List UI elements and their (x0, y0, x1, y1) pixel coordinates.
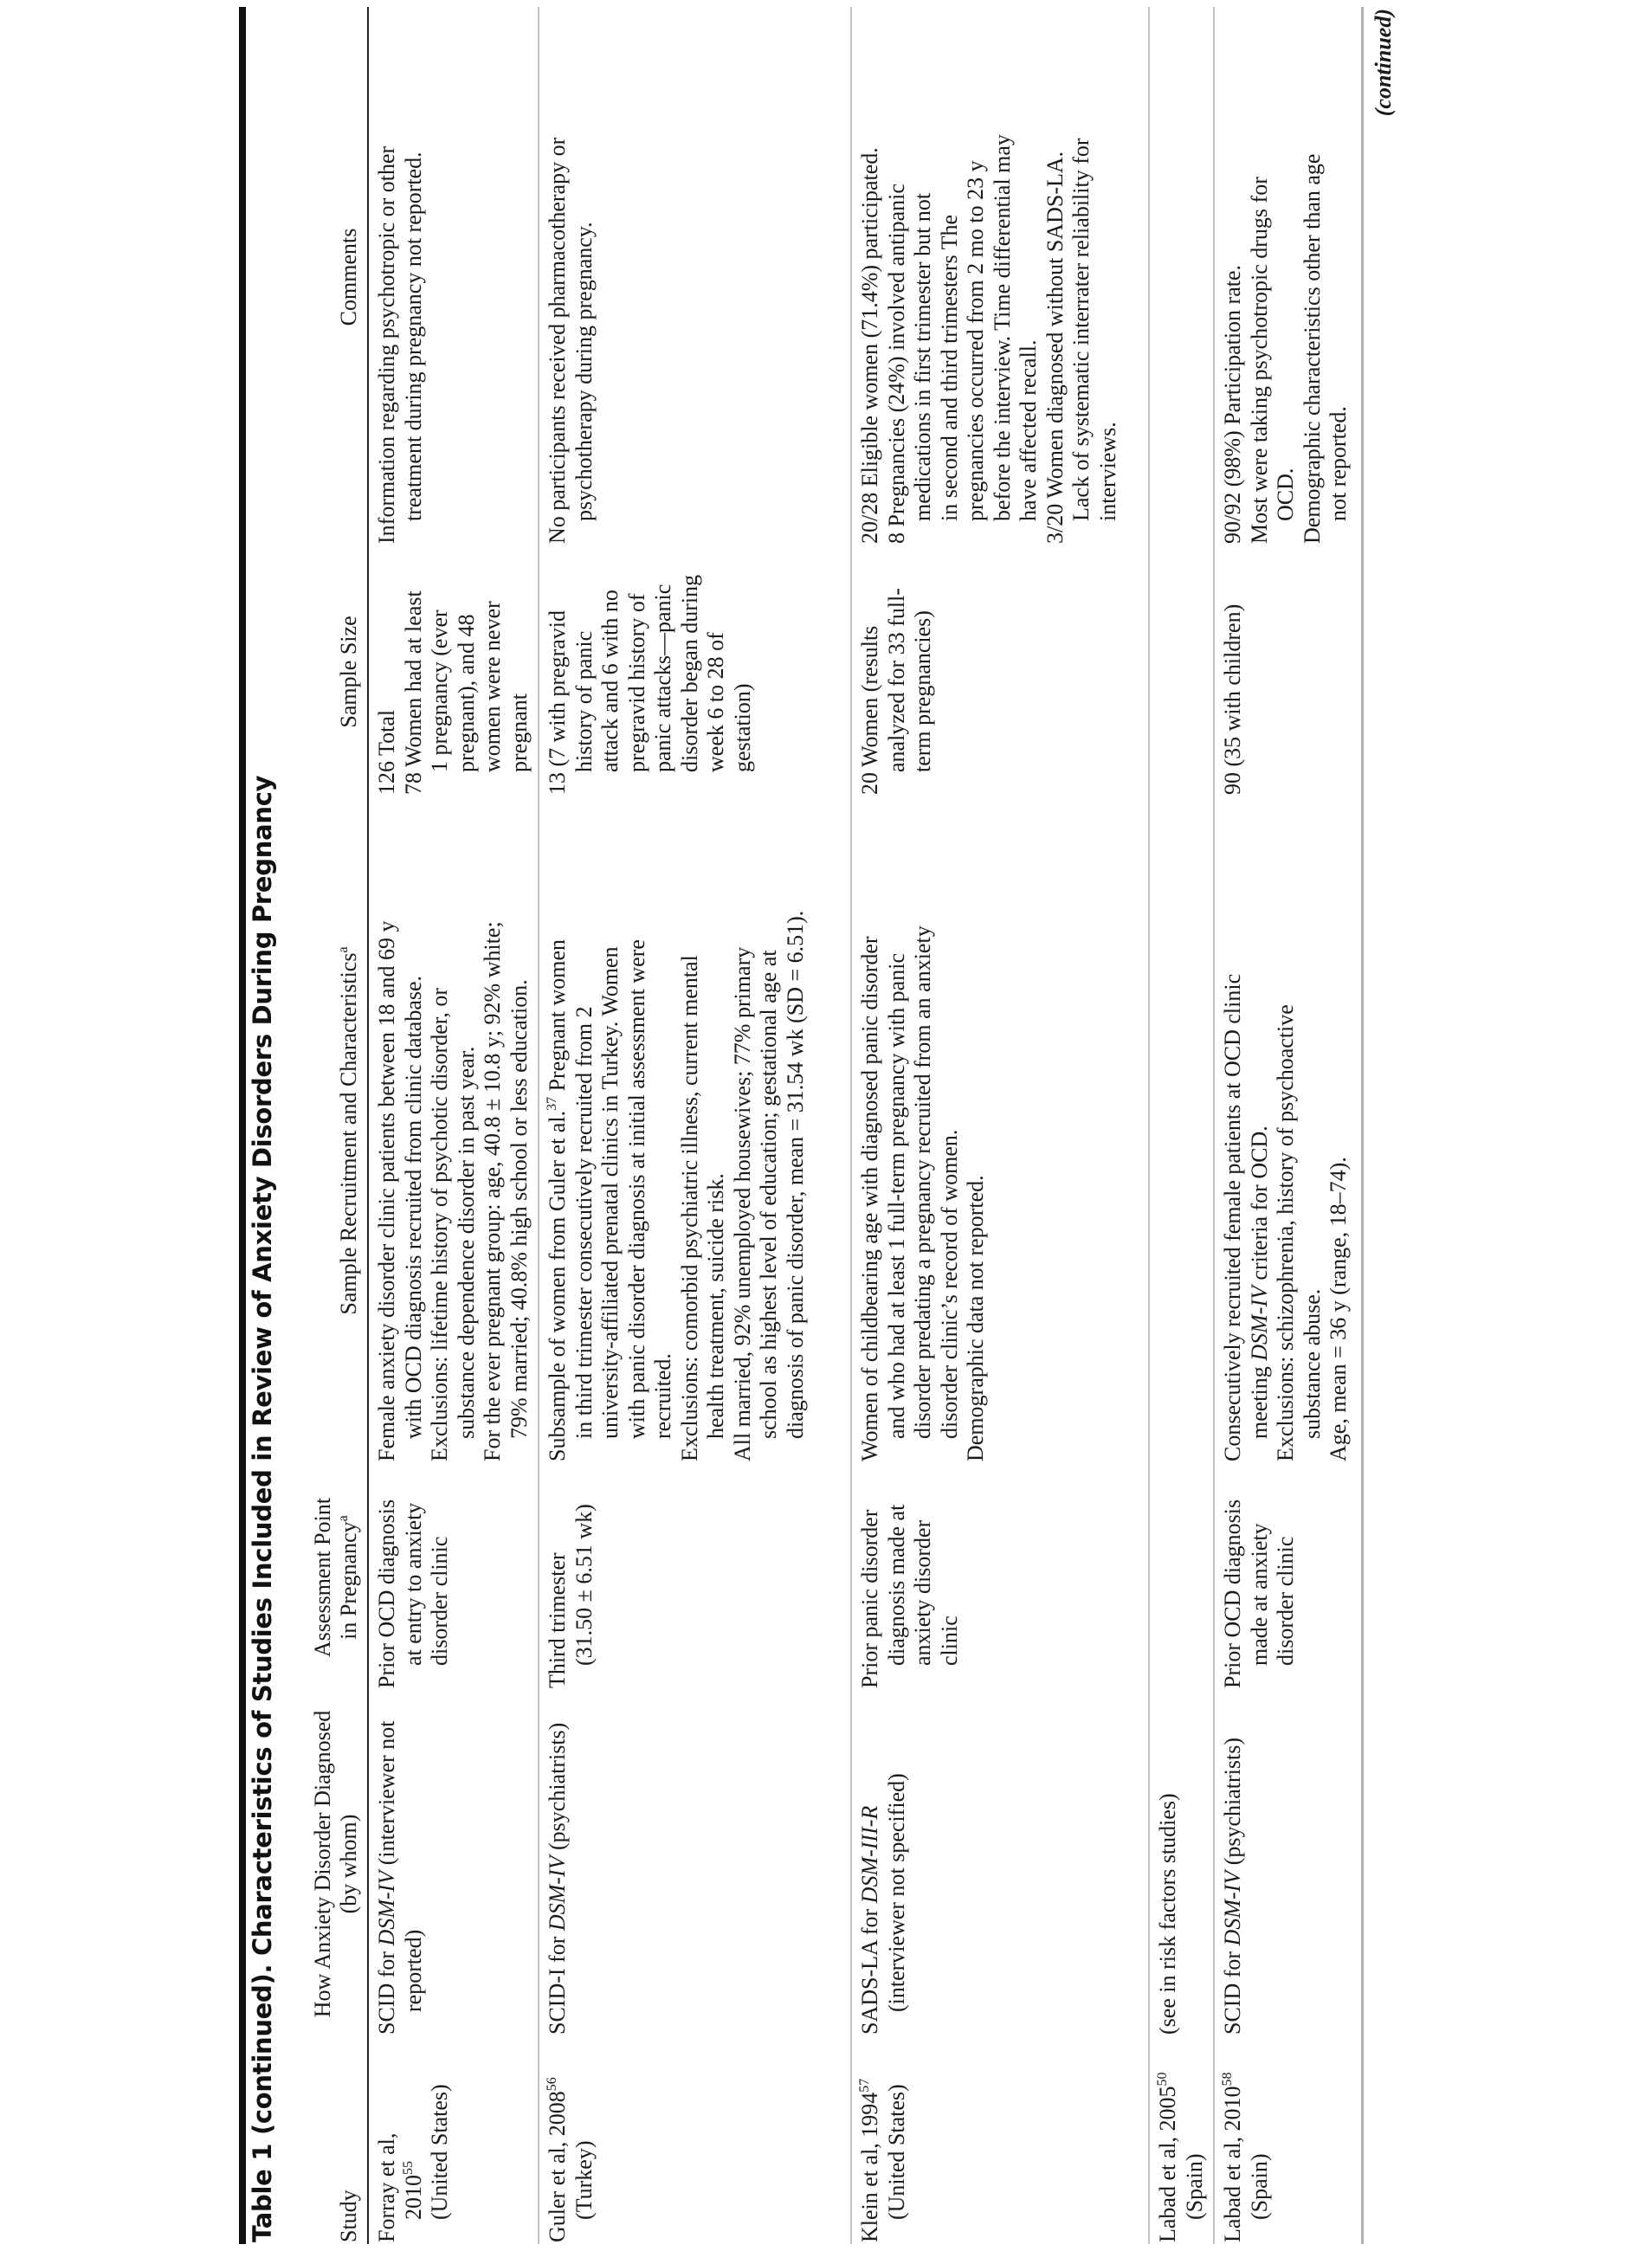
cell-paragraph (1220, 1472, 1300, 1688)
cell-line (571, 2045, 598, 2242)
cell-text: (see in risk factors studies) (1155, 1793, 1180, 2035)
cell-paragraph (1220, 1699, 1247, 2035)
cell-line (884, 1472, 911, 1688)
cell-text: pregnancies occurred from 2 mo to 23 y (963, 160, 988, 521)
cell-text: recruited. (650, 1353, 675, 1439)
cell-paragraph (1247, 16, 1300, 544)
cell-line (545, 805, 571, 1461)
cell-line (730, 554, 757, 795)
cell-line (571, 16, 598, 544)
assessment-cell (374, 1463, 532, 1690)
cell-line (650, 554, 677, 795)
cell-line (427, 805, 454, 1461)
cell-line (1220, 805, 1247, 1461)
cell-text: history of panic (571, 630, 597, 772)
cell-text: Most were taking psychotropic drugs for (1246, 177, 1272, 544)
how-cell (1155, 1690, 1208, 2036)
assessment-cell (1220, 1463, 1356, 1690)
cell-text: SCID for (1220, 1945, 1245, 2035)
cell-text: Forray et al, (374, 2132, 399, 2242)
header-assessment (286, 1463, 367, 1690)
cell-line (937, 1472, 964, 1688)
cell-text: Consecutively recruited female patients at OCD clinic (1220, 973, 1245, 1461)
cell-line (545, 2045, 571, 2242)
cell-paragraph (1155, 2045, 1208, 2242)
cell-text: disorder predating a pregnancy recruited from an anxiety (910, 926, 935, 1439)
cell-text: SCID-I for (545, 1931, 570, 2035)
cell-text: with panic disorder diagnosis at initial assessment were (623, 939, 649, 1439)
cell-text: Demographic data not reported. (963, 1175, 988, 1461)
cell-line (857, 805, 884, 1461)
cell-text: criteria for OCD. (1246, 1126, 1272, 1287)
cell-text: week 6 to 28 of (703, 632, 728, 772)
cell-paragraph (374, 16, 427, 544)
cell-line (374, 16, 401, 544)
cell-line (884, 554, 911, 795)
cell-text: disorder clinic’s record of women. (936, 1129, 962, 1439)
cell-line (910, 1472, 937, 1688)
cell-line (1300, 16, 1326, 544)
cell-line (756, 805, 783, 1461)
cell-text: Third trimester (545, 1552, 570, 1688)
cell-paragraph (374, 2045, 454, 2242)
table-row (1215, 7, 1364, 2244)
header-sample-size (286, 545, 367, 797)
cell-paragraph (545, 1472, 597, 1688)
cell-line (677, 554, 704, 795)
cell-line (730, 805, 757, 1461)
header-recruitment-text: Sample Recruitment and Characteristics (336, 952, 361, 1315)
reference-superscript: 58 (1220, 2072, 1235, 2087)
cell-line (1326, 805, 1352, 1461)
comments-cell (545, 7, 845, 545)
cell-text: disorder clinic (427, 1536, 452, 1666)
cell-paragraph (401, 554, 533, 795)
cell-line (1273, 1472, 1300, 1688)
cell-line (884, 1699, 911, 2035)
continued-label: (continued) (1371, 9, 1396, 117)
cell-line (480, 805, 507, 1461)
cell-line (374, 554, 401, 795)
table-header (286, 7, 369, 2244)
cell-line (374, 1472, 401, 1688)
cell-line (545, 1472, 571, 1688)
cell-line (857, 554, 884, 795)
cell-line (427, 2045, 454, 2242)
cell-line (884, 2045, 911, 2242)
cell-text: medications in first trimester but not (910, 192, 935, 521)
size-cell (1220, 545, 1356, 797)
cell-line (1326, 16, 1352, 544)
comments-cell (857, 7, 1143, 545)
table-row (369, 7, 539, 2244)
cell-line (1247, 1472, 1274, 1688)
cell-line (857, 16, 884, 544)
cell-text: pregnant (506, 693, 532, 772)
cell-line (1247, 2045, 1274, 2242)
cell-line (401, 2045, 428, 2242)
cell-text: Subsample of women from Guler et al. (545, 1110, 570, 1461)
cell-text: and who had at least 1 full-term pregnancy with panic (883, 953, 909, 1439)
cell-line (401, 16, 428, 544)
cell-text: reported) (400, 1929, 426, 2012)
table-title: Table 1 (continued). Characteristics of Studies Included in Review of Anxiety Disorders During Pregnancy (248, 775, 277, 2242)
cell-text: (interviewer not (374, 1720, 399, 1871)
cell-paragraph (857, 1472, 963, 1688)
cell-paragraph (730, 805, 810, 1461)
cell-text: diagnosis made at (883, 1504, 909, 1666)
header-study-label: Study (336, 2190, 361, 2242)
recruitment-cell (1220, 797, 1356, 1463)
reference-superscript: 56 (545, 2077, 559, 2092)
cell-text: (psychiatrists) (545, 1722, 570, 1856)
cell-text: (31.50 ± 6.51 wk) (571, 1504, 597, 1666)
cell-line (963, 16, 990, 544)
header-assessment-line1: Assessment Point (310, 1497, 335, 1658)
cell-text: 20 Women (results (857, 625, 882, 795)
header-recruitment-line (336, 800, 362, 1461)
cell-text: Pregnant women (545, 938, 570, 1097)
header-comments (286, 7, 367, 545)
header-assessment-line2 (336, 1467, 362, 1688)
size-cell (857, 545, 1143, 797)
cell-line (1220, 2045, 1247, 2242)
cell-paragraph (1220, 2045, 1273, 2242)
cell-text: (Turkey) (571, 2140, 597, 2220)
cell-line (963, 805, 990, 1461)
cell-text-italic: DSM-IV (545, 1855, 570, 1932)
table-body-wrapper (369, 7, 1397, 2244)
comments-cell (1220, 7, 1356, 545)
cell-line (624, 554, 651, 795)
table-row (1150, 7, 1215, 2244)
header-comments-label: Comments (336, 228, 361, 326)
cell-line (374, 2045, 401, 2242)
cell-text: 2010 (400, 2175, 426, 2220)
cell-line (1220, 1699, 1247, 2035)
cell-line (507, 554, 533, 795)
cell-text: have affected recall. (1016, 339, 1041, 521)
cell-text: Klein et al, 1994 (857, 2092, 882, 2242)
cell-text: Women of childbearing age with diagnosed panic disorder (857, 936, 882, 1461)
how-cell (545, 1690, 845, 2036)
cell-line (1220, 16, 1247, 544)
cell-line (545, 554, 571, 795)
study-cell (545, 2036, 845, 2244)
cell-paragraph (480, 805, 532, 1461)
table-row (852, 7, 1150, 2244)
assessment-cell (545, 1463, 845, 1690)
cell-text: Prior OCD diagnosis (1220, 1499, 1245, 1688)
cell-text: Labad et al, 2005 (1155, 2086, 1180, 2242)
cell-paragraph (545, 805, 677, 1461)
cell-text: attack and 6 with no (597, 590, 623, 772)
cell-paragraph (857, 2045, 910, 2242)
cell-paragraph (545, 554, 756, 795)
cell-line (1300, 805, 1326, 1461)
cell-line (401, 554, 428, 795)
cell-line (1247, 16, 1274, 544)
cell-paragraph (374, 805, 427, 1461)
cell-line (401, 1699, 428, 2035)
cell-text: psychotherapy during pregnancy. (571, 222, 597, 521)
header-size-label: Sample Size (336, 616, 361, 728)
cell-text: anxiety disorder (910, 1519, 935, 1666)
cell-line (571, 805, 598, 1461)
cell-text: 90 (35 with children) (1220, 603, 1245, 795)
cell-text: Demographic characteristics other than age (1299, 153, 1325, 544)
cell-text: 1 pregnancy (ever (427, 610, 452, 772)
cell-text: SCID for (374, 1945, 399, 2035)
cell-line (910, 805, 937, 1461)
recruitment-cell (374, 797, 532, 1463)
cell-text: pregravid history of (623, 593, 649, 772)
cell-text: 13 (7 with pregravid (545, 610, 570, 795)
cell-paragraph (857, 554, 937, 795)
cell-paragraph (1155, 1699, 1182, 2035)
cell-paragraph (963, 805, 990, 1461)
table-top-rule (239, 7, 246, 2244)
cell-line (401, 805, 428, 1461)
cell-paragraph (545, 16, 597, 544)
cell-text: disorder clinic (1273, 1536, 1298, 1666)
cell-text: For the ever pregnant group: age, 40.8 ± 10.8 y; 92% white; (480, 921, 505, 1461)
cell-text-italic: DSM-IV (374, 1870, 399, 1946)
cell-text: school as highest level of education; gestational age at (756, 950, 781, 1439)
cell-line (427, 554, 454, 795)
cell-text: (interviewer not specified) (883, 1773, 909, 2012)
cell-line (427, 1472, 454, 1688)
cell-paragraph (1326, 805, 1352, 1461)
cell-line (857, 1472, 884, 1688)
study-cell (1155, 2036, 1208, 2244)
cell-text: Exclusions: schizophrenia, history of psychoactive (1273, 1004, 1298, 1461)
cell-paragraph (545, 1699, 571, 2035)
cell-text: substance abuse. (1299, 1288, 1325, 1439)
cell-text: treatment during pregnancy not reported. (400, 152, 426, 521)
cell-text: women were never (480, 601, 505, 772)
cell-paragraph (374, 554, 401, 795)
cell-line (545, 16, 571, 544)
cell-line (884, 805, 911, 1461)
cell-text: Guler et al, 2008 (545, 2091, 570, 2242)
header-study (286, 2036, 367, 2244)
how-cell (857, 1690, 1143, 2036)
cell-paragraph (857, 1699, 910, 2035)
cell-line (1042, 16, 1069, 544)
cell-text: 79% married; 40.8% high school or less education. (506, 979, 532, 1439)
cell-line (677, 805, 704, 1461)
cell-line (454, 805, 481, 1461)
cell-line (1095, 16, 1122, 544)
cell-text: 78 Women had at least (400, 590, 426, 795)
cell-text: Information regarding psychotropic or other (374, 145, 399, 544)
cell-text: (Spain) (1181, 2153, 1207, 2220)
header-how-diagnosed (286, 1690, 367, 2036)
cell-line (703, 554, 730, 795)
cell-line (650, 805, 677, 1461)
reference-superscript: 57 (857, 2078, 872, 2093)
cell-line (703, 805, 730, 1461)
header-assessment-text: in Pregnancy (336, 1521, 361, 1640)
cell-line (910, 554, 937, 795)
cell-text: (Spain) (1246, 2153, 1272, 2220)
header-recruitment (286, 797, 367, 1463)
cell-text: OCD. (1273, 468, 1298, 521)
comments-cell (374, 7, 532, 545)
table-row (539, 7, 852, 2244)
cell-paragraph (1300, 16, 1352, 544)
cell-line (1155, 1699, 1182, 2035)
reference-superscript: 50 (1155, 2072, 1170, 2087)
cell-paragraph (374, 1699, 427, 2035)
cell-line (1155, 2045, 1182, 2242)
cell-paragraph (1220, 805, 1273, 1461)
cell-paragraph (427, 805, 480, 1461)
cell-text: at entry to anxiety (400, 1502, 426, 1666)
cell-line (374, 805, 401, 1461)
cell-line (857, 1699, 884, 2035)
cell-paragraph (857, 16, 884, 544)
header-how-line2: (by whom) (336, 1814, 361, 1914)
study-cell (374, 2036, 532, 2244)
cell-text: panic attacks—panic (650, 584, 675, 772)
reference-superscript: 55 (400, 2161, 416, 2175)
cell-paragraph (884, 16, 1042, 544)
cell-text: 3/20 Women diagnosed without SADS-LA. (1042, 151, 1068, 544)
cell-paragraph (857, 805, 963, 1461)
cell-text: before the interview. Time differential may (989, 134, 1015, 521)
how-cell (1220, 1690, 1356, 2036)
cell-text: health treatment, suicide risk. (703, 1173, 728, 1439)
cell-text: All married, 92% unemployed housewives; 77% primary (729, 946, 755, 1461)
cell-text: 8 Pregnancies (24%) involved antipanic (883, 184, 909, 544)
cell-line (624, 805, 651, 1461)
cell-paragraph (1042, 16, 1122, 544)
cell-paragraph (1220, 16, 1247, 544)
recruitment-cell (545, 797, 845, 1463)
cell-text: in third trimester consecutively recruited from 2 (571, 1006, 597, 1439)
cell-text: 90/92 (98%) Participation rate. (1220, 264, 1245, 544)
cell-paragraph (545, 2045, 597, 2242)
cell-text: 20/28 Eligible women (71.4%) participated. (857, 147, 882, 544)
cell-text: Prior OCD diagnosis (374, 1499, 399, 1688)
cell-line (1220, 554, 1247, 795)
cell-line (1273, 805, 1300, 1461)
cell-text: made at anxiety (1246, 1523, 1272, 1666)
cell-text: meeting (1246, 1360, 1272, 1439)
cell-text: clinic (936, 1616, 962, 1666)
cell-text: No participants received pharmacotherapy or (545, 137, 570, 544)
cell-text-italic: DSM-IV (1246, 1286, 1272, 1361)
cell-line (990, 16, 1016, 544)
cell-line (507, 805, 533, 1461)
cell-paragraph (374, 1472, 454, 1688)
header-how-line1: How Anxiety Disorder Diagnosed (310, 1710, 335, 2018)
cell-line (937, 805, 964, 1461)
cell-text: (United States) (883, 2084, 909, 2220)
cell-line (401, 1472, 428, 1688)
cell-line (783, 805, 810, 1461)
cell-line (480, 554, 507, 795)
size-cell (374, 545, 532, 797)
recruitment-cell (857, 797, 1143, 1463)
cell-paragraph (1273, 805, 1326, 1461)
cell-text: Labad et al, 2010 (1220, 2086, 1245, 2242)
cell-text: with OCD diagnosis recruited from clinic database. (400, 975, 426, 1439)
cell-text: interviews. (1094, 422, 1120, 521)
cell-line (884, 16, 911, 544)
cell-line (545, 1699, 571, 2035)
cell-text: Lack of systematic interrater reliability for (1068, 138, 1094, 521)
cell-line (1273, 16, 1300, 544)
cell-text: Age, mean = 36 y (range, 18–74). (1326, 1157, 1351, 1461)
cell-line (857, 2045, 884, 2242)
cell-line (597, 805, 624, 1461)
cell-line (597, 554, 624, 795)
cell-line (1220, 1472, 1247, 1688)
cell-text: Prior panic disorder (857, 1509, 882, 1688)
cell-text: Exclusions: lifetime history of psychotic disorder, or (427, 987, 452, 1461)
cell-line (1068, 16, 1095, 544)
cell-text: university-affiliated prenatal clinics in Turkey. Women (597, 946, 623, 1439)
cell-line (937, 16, 964, 544)
cell-text: Exclusions: comorbid psychiatric illness, current mental (676, 955, 702, 1461)
cell-text: (psychiatrists) (1220, 1737, 1245, 1871)
cell-text: SADS-LA for (857, 1903, 882, 2035)
cell-text: not reported. (1326, 406, 1351, 521)
cell-line (374, 1699, 401, 2035)
cell-text: substance dependence disorder in past year. (453, 1046, 479, 1439)
header-assessment-footnote: a (336, 1515, 351, 1522)
cell-text: diagnosis of panic disorder, mean = 31.54 wk (SD = 6.51). (782, 910, 808, 1439)
cell-text: in second and third trimesters The (936, 214, 962, 521)
study-cell (857, 2036, 1143, 2244)
cell-line (571, 554, 598, 795)
cell-line (1182, 2045, 1209, 2242)
table-body (369, 7, 1364, 2244)
cell-paragraph (677, 805, 730, 1461)
cell-line (1016, 16, 1042, 544)
cell-line (910, 16, 937, 544)
how-cell (374, 1690, 532, 2036)
cell-text-italic: DSM-IV (1220, 1870, 1245, 1946)
cell-text: term pregnancies) (910, 610, 935, 772)
cell-line (571, 1472, 598, 1688)
header-recruitment-footnote: a (336, 946, 351, 953)
reference-superscript: 37 (545, 1096, 559, 1111)
cell-line (1247, 805, 1274, 1461)
assessment-cell (857, 1463, 1143, 1690)
cell-line (454, 554, 481, 795)
size-cell (545, 545, 845, 797)
cell-text: 126 Total (374, 709, 399, 795)
cell-text-italic: DSM-III-R (857, 1805, 882, 1904)
cell-text: pregnant), and 48 (453, 614, 479, 772)
cell-text: gestation) (729, 683, 755, 772)
cell-text: analyzed for 33 full- (883, 588, 909, 772)
cell-text: disorder began during (676, 574, 702, 772)
cell-paragraph (1220, 554, 1247, 795)
cell-text: Female anxiety disorder clinic patients between 18 and 69 y (374, 920, 399, 1461)
cell-text: (United States) (427, 2084, 452, 2220)
study-cell (1220, 2036, 1356, 2244)
